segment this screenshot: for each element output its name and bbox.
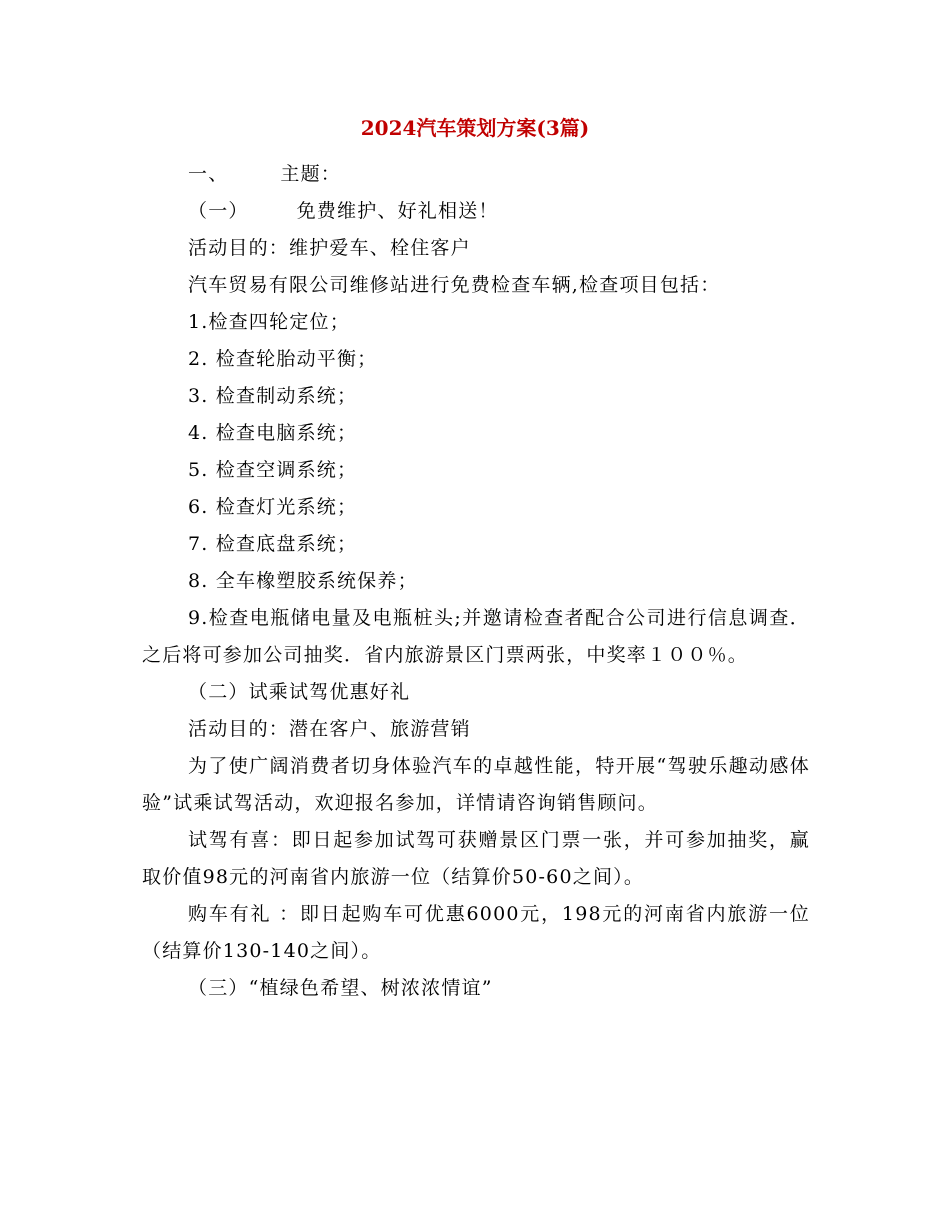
checklist-item: 1.检查四轮定位； [188,311,350,333]
subsection-label: 免费维护、好礼相送！ [296,200,499,222]
checklist-intro: 汽车贸易有限公司维修站进行免费检查车辆,检查项目包括： [188,274,721,296]
section-heading-1 [142,156,810,193]
document-body [142,156,810,1007]
checklist-item: 4. 检查电脑系统； [188,422,358,444]
checklist-item-9-paragraph: 9.检查电瓶储电量及电瓶桩头;并邀请检查者配合公司进行信息调查．之后将可参加公司抽奖．省内旅游景区门票两张，中奖率１００％。 [142,607,810,666]
subsection-marker: （一） [188,200,249,222]
experience-paragraph: 为了使广阔消费者切身体验汽车的卓越性能，特开展“驾驶乐趣动感体验”试乘试驾活动，欢迎报名参加，详情请咨询销售顾问。 [142,755,810,814]
subsection-heading-2: （二）试乘试驾优惠好礼 [188,681,411,703]
checklist-item: 2. 检查轮胎动平衡； [188,348,378,370]
checklist-item: 7. 检查底盘系统； [188,533,358,555]
subsection-heading-3: （三）“植绿色希望、树浓浓情谊” [188,977,493,999]
subsection-heading-1 [142,193,810,230]
activity-goal-1: 活动目的：维护爱车、栓住客户 [188,237,471,259]
section-label: 主题： [280,163,342,185]
checklist-item: 5. 检查空调系统； [188,459,358,481]
purchase-paragraph: 购车有礼 ：即日起购车可优惠6000元，198元的河南省内旅游一位（结算价130-140之间）。 [142,903,810,962]
checklist-item: 8. 全车橡塑胶系统保养； [188,570,418,592]
document-title: 2024汽车策划方案(3篇) [360,116,590,140]
section-marker: 一、 [188,163,229,185]
test-drive-paragraph: 试驾有喜：即日起参加试驾可获赠景区门票一张，并可参加抽奖，赢取价值98元的河南省内旅游一位（结算价50-60之间）。 [142,829,810,888]
checklist-item: 3. 检查制动系统； [188,385,358,407]
checklist [142,304,810,600]
activity-goal-2: 活动目的：潜在客户、旅游营销 [188,718,471,740]
checklist-item: 6. 检查灯光系统； [188,496,358,518]
